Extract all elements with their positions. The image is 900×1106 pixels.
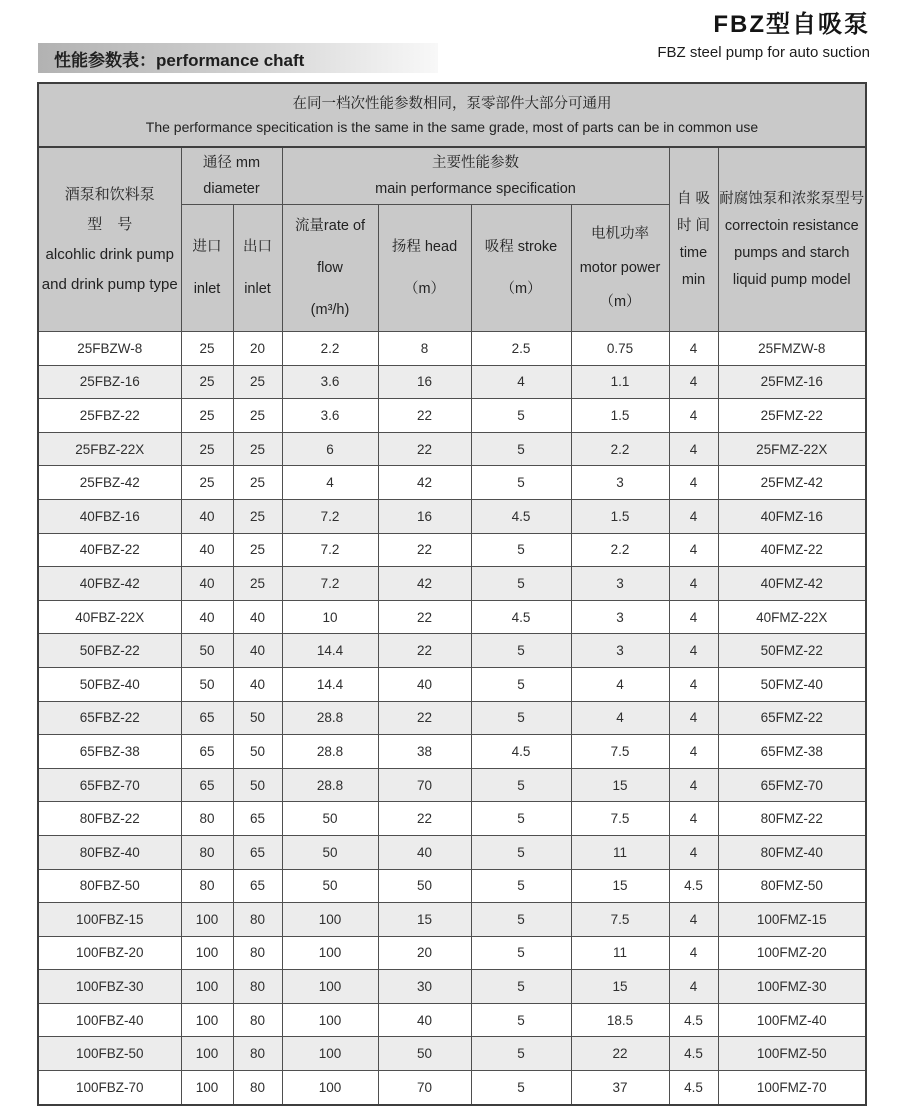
cell-inlet-diameter: 100 (181, 1037, 233, 1071)
main-header-en: main performance specification (375, 181, 576, 197)
model-header-en1: alcohlic drink pump (45, 245, 174, 263)
cell-head: 50 (378, 1037, 471, 1071)
cell-suction-time: 4.5 (669, 1037, 718, 1071)
cell-flow-rate: 100 (282, 936, 378, 970)
cell-resistance-model: 80FMZ-22 (718, 802, 866, 836)
power-header-unit: （m） (599, 294, 641, 310)
cell-head: 22 (378, 533, 471, 567)
cell-suction-time: 4 (669, 735, 718, 769)
table-row (38, 701, 866, 735)
cell-model: 50FBZ-40 (38, 667, 181, 701)
cell-model: 80FBZ-22 (38, 802, 181, 836)
cell-stroke: 5 (471, 1037, 571, 1071)
table-row (38, 432, 866, 466)
cell-motor-power: 11 (571, 835, 669, 869)
diameter-header-zh: 通径 mm (202, 155, 261, 171)
column-group-main-performance (282, 147, 669, 205)
cell-inlet-diameter: 80 (181, 802, 233, 836)
cell-resistance-model: 25FMZW-8 (718, 332, 866, 366)
cell-model: 65FBZ-70 (38, 768, 181, 802)
cell-stroke: 5 (471, 567, 571, 601)
page-title: FBZ型自吸泵 (713, 11, 870, 38)
cell-suction-time: 4.5 (669, 1003, 718, 1037)
cell-suction-time: 4.5 (669, 869, 718, 903)
cell-inlet-diameter: 65 (181, 768, 233, 802)
column-header-model (38, 147, 181, 332)
cell-flow-rate: 14.4 (282, 634, 378, 668)
model-header-zh2: 型 号 (87, 215, 133, 233)
cell-outlet-diameter: 80 (233, 970, 282, 1004)
cell-stroke: 5 (471, 768, 571, 802)
cell-outlet-diameter: 50 (233, 735, 282, 769)
cell-suction-time: 4 (669, 667, 718, 701)
cell-head: 40 (378, 667, 471, 701)
cell-model: 50FBZ-22 (38, 634, 181, 668)
cell-motor-power: 1.1 (571, 365, 669, 399)
column-header-flow-rate (282, 205, 378, 332)
cell-model: 100FBZ-40 (38, 1003, 181, 1037)
cell-outlet-diameter: 20 (233, 332, 282, 366)
cell-stroke: 5 (471, 869, 571, 903)
cell-resistance-model: 80FMZ-50 (718, 869, 866, 903)
cell-motor-power: 4 (571, 701, 669, 735)
cell-head: 22 (378, 802, 471, 836)
cell-suction-time: 4 (669, 634, 718, 668)
cell-resistance-model: 100FMZ-20 (718, 936, 866, 970)
cell-resistance-model: 100FMZ-15 (718, 903, 866, 937)
cell-head: 22 (378, 634, 471, 668)
cell-suction-time: 4 (669, 365, 718, 399)
table-row (38, 835, 866, 869)
cell-outlet-diameter: 50 (233, 701, 282, 735)
time-header-zh2: 时 间 (676, 217, 711, 234)
table-row (38, 667, 866, 701)
cell-resistance-model: 100FMZ-40 (718, 1003, 866, 1037)
cell-head: 8 (378, 332, 471, 366)
cell-flow-rate: 2.2 (282, 332, 378, 366)
model-header-en2: and drink pump type (41, 275, 178, 293)
cell-motor-power: 11 (571, 936, 669, 970)
cell-inlet-diameter: 100 (181, 903, 233, 937)
cell-motor-power: 18.5 (571, 1003, 669, 1037)
cell-outlet-diameter: 80 (233, 1003, 282, 1037)
cell-inlet-diameter: 80 (181, 869, 233, 903)
column-header-resistance-model (718, 147, 866, 332)
cell-motor-power: 4 (571, 667, 669, 701)
cell-outlet-diameter: 25 (233, 432, 282, 466)
cell-model: 80FBZ-40 (38, 835, 181, 869)
cell-outlet-diameter: 25 (233, 567, 282, 601)
cell-suction-time: 4 (669, 600, 718, 634)
head-header-zh: 扬程 head (391, 239, 458, 255)
cell-outlet-diameter: 65 (233, 835, 282, 869)
cell-stroke: 5 (471, 399, 571, 433)
cell-head: 70 (378, 1071, 471, 1105)
cell-suction-time: 4 (669, 332, 718, 366)
cell-head: 40 (378, 835, 471, 869)
diameter-header-en: diameter (203, 181, 260, 197)
cell-suction-time: 4 (669, 399, 718, 433)
cell-head: 40 (378, 1003, 471, 1037)
time-header-zh1: 自 吸 (676, 190, 711, 207)
cell-flow-rate: 100 (282, 903, 378, 937)
flow-header-zh: 流量rate of flow (294, 218, 366, 276)
cell-flow-rate: 3.6 (282, 365, 378, 399)
table-row (38, 466, 866, 500)
cell-flow-rate: 100 (282, 1071, 378, 1105)
column-header-suction-time (669, 147, 718, 332)
cell-head: 30 (378, 970, 471, 1004)
cell-outlet-diameter: 80 (233, 936, 282, 970)
cell-model: 100FBZ-30 (38, 970, 181, 1004)
page-subtitle: FBZ steel pump for auto suction (657, 44, 870, 61)
cell-inlet-diameter: 100 (181, 936, 233, 970)
cell-suction-time: 4 (669, 701, 718, 735)
time-header-en: time (679, 244, 708, 261)
cell-flow-rate: 50 (282, 835, 378, 869)
table-row (38, 499, 866, 533)
cell-outlet-diameter: 40 (233, 600, 282, 634)
cell-inlet-diameter: 25 (181, 332, 233, 366)
cell-resistance-model: 65FMZ-22 (718, 701, 866, 735)
cell-model: 40FBZ-22 (38, 533, 181, 567)
cell-resistance-model: 25FMZ-22 (718, 399, 866, 433)
cell-head: 16 (378, 365, 471, 399)
cell-suction-time: 4 (669, 936, 718, 970)
table-row (38, 903, 866, 937)
resist-header-en3: liquid pump model (732, 271, 851, 288)
cell-motor-power: 7.5 (571, 802, 669, 836)
table-row (38, 1071, 866, 1105)
cell-head: 38 (378, 735, 471, 769)
table-row (38, 936, 866, 970)
cell-flow-rate: 100 (282, 1037, 378, 1071)
cell-resistance-model: 65FMZ-38 (718, 735, 866, 769)
cell-head: 22 (378, 399, 471, 433)
table-row (38, 399, 866, 433)
column-header-outlet (233, 205, 282, 332)
column-header-head (378, 205, 471, 332)
cell-resistance-model: 40FMZ-22X (718, 600, 866, 634)
cell-model: 25FBZ-16 (38, 365, 181, 399)
cell-flow-rate: 100 (282, 1003, 378, 1037)
cell-stroke: 5 (471, 1003, 571, 1037)
cell-inlet-diameter: 25 (181, 466, 233, 500)
cell-model: 25FBZ-42 (38, 466, 181, 500)
cell-resistance-model: 100FMZ-70 (718, 1071, 866, 1105)
cell-motor-power: 15 (571, 970, 669, 1004)
cell-flow-rate: 3.6 (282, 399, 378, 433)
table-row (38, 970, 866, 1004)
main-header-zh: 主要性能参数 (432, 155, 519, 171)
cell-flow-rate: 10 (282, 600, 378, 634)
column-header-motor-power (571, 205, 669, 332)
table-row (38, 768, 866, 802)
section-title-bar (38, 43, 438, 73)
cell-resistance-model: 65FMZ-70 (718, 768, 866, 802)
cell-motor-power: 3 (571, 466, 669, 500)
cell-inlet-diameter: 25 (181, 399, 233, 433)
performance-table (37, 82, 867, 1106)
cell-outlet-diameter: 25 (233, 499, 282, 533)
cell-inlet-diameter: 100 (181, 1071, 233, 1105)
resist-header-en1: correctoin resistance (724, 217, 859, 234)
cell-resistance-model: 100FMZ-50 (718, 1037, 866, 1071)
cell-motor-power: 0.75 (571, 332, 669, 366)
time-header-unit: min (681, 271, 706, 288)
cell-inlet-diameter: 25 (181, 365, 233, 399)
banner-cell (38, 83, 866, 147)
cell-suction-time: 4 (669, 802, 718, 836)
cell-resistance-model: 50FMZ-22 (718, 634, 866, 668)
table-row (38, 1003, 866, 1037)
table-row (38, 365, 866, 399)
cell-flow-rate: 50 (282, 802, 378, 836)
cell-flow-rate: 28.8 (282, 735, 378, 769)
cell-flow-rate: 7.2 (282, 499, 378, 533)
cell-flow-rate: 100 (282, 970, 378, 1004)
cell-model: 25FBZ-22X (38, 432, 181, 466)
column-header-inlet (181, 205, 233, 332)
cell-stroke: 4 (471, 365, 571, 399)
cell-stroke: 5 (471, 936, 571, 970)
cell-motor-power: 7.5 (571, 735, 669, 769)
cell-motor-power: 3 (571, 634, 669, 668)
cell-suction-time: 4 (669, 768, 718, 802)
cell-model: 65FBZ-38 (38, 735, 181, 769)
section-title: 性能参数表：performance chaft (54, 50, 305, 70)
cell-model: 40FBZ-16 (38, 499, 181, 533)
cell-flow-rate: 50 (282, 869, 378, 903)
cell-inlet-diameter: 40 (181, 533, 233, 567)
cell-resistance-model: 40FMZ-16 (718, 499, 866, 533)
cell-model: 100FBZ-20 (38, 936, 181, 970)
cell-stroke: 5 (471, 432, 571, 466)
cell-motor-power: 3 (571, 600, 669, 634)
resist-header-zh: 耐腐蚀泵和浓浆泵型号 (719, 190, 865, 207)
table-body (38, 332, 866, 1105)
cell-head: 70 (378, 768, 471, 802)
cell-inlet-diameter: 65 (181, 701, 233, 735)
table-row (38, 567, 866, 601)
cell-outlet-diameter: 80 (233, 1037, 282, 1071)
cell-outlet-diameter: 25 (233, 365, 282, 399)
inlet-header-zh: 进口 (192, 239, 222, 255)
cell-stroke: 5 (471, 634, 571, 668)
cell-resistance-model: 80FMZ-40 (718, 835, 866, 869)
cell-suction-time: 4 (669, 533, 718, 567)
cell-head: 15 (378, 903, 471, 937)
cell-suction-time: 4 (669, 432, 718, 466)
outlet-header-zh: 出口 (243, 239, 272, 255)
cell-suction-time: 4 (669, 466, 718, 500)
cell-resistance-model: 100FMZ-30 (718, 970, 866, 1004)
cell-motor-power: 1.5 (571, 399, 669, 433)
cell-suction-time: 4 (669, 903, 718, 937)
cell-stroke: 5 (471, 466, 571, 500)
table-row (38, 869, 866, 903)
resist-header-en2: pumps and starch (734, 244, 850, 261)
cell-inlet-diameter: 80 (181, 835, 233, 869)
cell-model: 40FBZ-22X (38, 600, 181, 634)
cell-model: 40FBZ-42 (38, 567, 181, 601)
cell-model: 80FBZ-50 (38, 869, 181, 903)
cell-inlet-diameter: 40 (181, 600, 233, 634)
cell-motor-power: 15 (571, 869, 669, 903)
cell-resistance-model: 25FMZ-16 (718, 365, 866, 399)
cell-outlet-diameter: 65 (233, 802, 282, 836)
cell-head: 22 (378, 701, 471, 735)
cell-stroke: 5 (471, 1071, 571, 1105)
cell-head: 20 (378, 936, 471, 970)
cell-stroke: 5 (471, 701, 571, 735)
cell-outlet-diameter: 25 (233, 399, 282, 433)
cell-suction-time: 4 (669, 970, 718, 1004)
power-header-zh: 电机功率 (591, 226, 649, 242)
column-header-stroke (471, 205, 571, 332)
cell-stroke: 5 (471, 533, 571, 567)
header-row-groups (38, 147, 866, 205)
cell-flow-rate: 7.2 (282, 533, 378, 567)
cell-stroke: 2.5 (471, 332, 571, 366)
cell-inlet-diameter: 50 (181, 634, 233, 668)
model-header-zh1: 酒泵和饮料泵 (64, 185, 155, 203)
cell-motor-power: 3 (571, 567, 669, 601)
inlet-header-en: inlet (193, 281, 221, 297)
cell-motor-power: 2.2 (571, 432, 669, 466)
table-row (38, 802, 866, 836)
cell-stroke: 4.5 (471, 735, 571, 769)
cell-outlet-diameter: 80 (233, 903, 282, 937)
cell-resistance-model: 25FMZ-42 (718, 466, 866, 500)
cell-inlet-diameter: 40 (181, 499, 233, 533)
column-group-diameter (181, 147, 282, 205)
cell-resistance-model: 40FMZ-42 (718, 567, 866, 601)
table-row (38, 600, 866, 634)
cell-head: 22 (378, 600, 471, 634)
head-header-unit: （m） (403, 281, 446, 297)
cell-model: 25FBZ-22 (38, 399, 181, 433)
banner-text-en: The performance specitication is the same in the same grade, most of parts can be in common use (145, 118, 759, 135)
cell-inlet-diameter: 50 (181, 667, 233, 701)
cell-inlet-diameter: 25 (181, 432, 233, 466)
cell-motor-power: 37 (571, 1071, 669, 1105)
cell-model: 65FBZ-22 (38, 701, 181, 735)
cell-motor-power: 1.5 (571, 499, 669, 533)
cell-head: 42 (378, 567, 471, 601)
cell-flow-rate: 7.2 (282, 567, 378, 601)
cell-model: 100FBZ-50 (38, 1037, 181, 1071)
cell-flow-rate: 14.4 (282, 667, 378, 701)
table-row (38, 533, 866, 567)
cell-stroke: 5 (471, 903, 571, 937)
cell-head: 50 (378, 869, 471, 903)
cell-motor-power: 15 (571, 768, 669, 802)
cell-inlet-diameter: 100 (181, 970, 233, 1004)
cell-flow-rate: 28.8 (282, 701, 378, 735)
cell-stroke: 5 (471, 802, 571, 836)
stroke-header-unit: （m） (500, 281, 542, 297)
banner-text-zh: 在同一档次性能参数相同，泵零部件大部分可通用 (292, 96, 612, 113)
table-row (38, 1037, 866, 1071)
cell-outlet-diameter: 50 (233, 768, 282, 802)
cell-outlet-diameter: 25 (233, 533, 282, 567)
cell-outlet-diameter: 40 (233, 667, 282, 701)
table-row (38, 735, 866, 769)
cell-model: 100FBZ-15 (38, 903, 181, 937)
cell-outlet-diameter: 80 (233, 1071, 282, 1105)
banner-row (38, 83, 866, 147)
cell-flow-rate: 28.8 (282, 768, 378, 802)
cell-inlet-diameter: 40 (181, 567, 233, 601)
cell-motor-power: 2.2 (571, 533, 669, 567)
cell-outlet-diameter: 40 (233, 634, 282, 668)
cell-suction-time: 4 (669, 567, 718, 601)
page-title-block (657, 4, 870, 61)
cell-head: 16 (378, 499, 471, 533)
cell-model: 100FBZ-70 (38, 1071, 181, 1105)
cell-motor-power: 22 (571, 1037, 669, 1071)
cell-motor-power: 7.5 (571, 903, 669, 937)
table-row (38, 634, 866, 668)
cell-stroke: 5 (471, 667, 571, 701)
cell-flow-rate: 4 (282, 466, 378, 500)
power-header-en: motor power (579, 260, 661, 276)
cell-resistance-model: 25FMZ-22X (718, 432, 866, 466)
cell-stroke: 5 (471, 970, 571, 1004)
table-row (38, 332, 866, 366)
cell-stroke: 4.5 (471, 600, 571, 634)
cell-outlet-diameter: 65 (233, 869, 282, 903)
stroke-header-zh: 吸程 stroke (484, 239, 558, 255)
outlet-header-en: inlet (244, 281, 271, 297)
cell-head: 22 (378, 432, 471, 466)
flow-header-unit: (m³/h) (310, 302, 350, 318)
cell-flow-rate: 6 (282, 432, 378, 466)
cell-suction-time: 4.5 (669, 1071, 718, 1105)
cell-stroke: 4.5 (471, 499, 571, 533)
cell-suction-time: 4 (669, 499, 718, 533)
cell-model: 25FBZW-8 (38, 332, 181, 366)
cell-resistance-model: 40FMZ-22 (718, 533, 866, 567)
cell-head: 42 (378, 466, 471, 500)
cell-inlet-diameter: 100 (181, 1003, 233, 1037)
cell-stroke: 5 (471, 835, 571, 869)
cell-suction-time: 4 (669, 835, 718, 869)
cell-outlet-diameter: 25 (233, 466, 282, 500)
cell-resistance-model: 50FMZ-40 (718, 667, 866, 701)
cell-inlet-diameter: 65 (181, 735, 233, 769)
